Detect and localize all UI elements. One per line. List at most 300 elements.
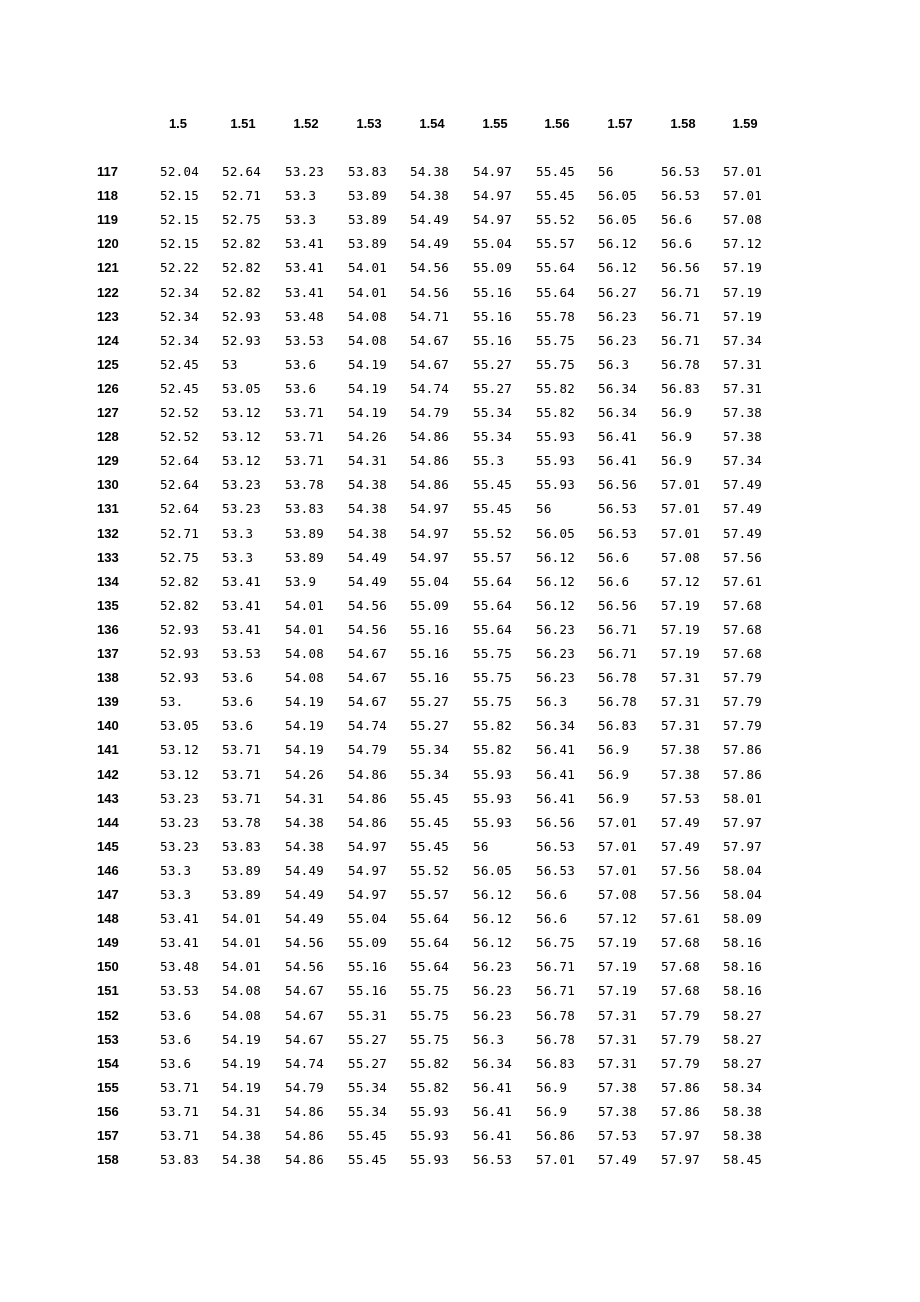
table-cell: 52.93 [160,622,200,637]
table-cell: 57.61 [723,574,763,589]
table-cell: 54.26 [285,767,325,782]
row-label: 155 [97,1080,119,1095]
table-cell: 54.56 [285,935,325,950]
table-row [0,281,920,305]
table-cell: 52.45 [160,357,200,372]
row-label: 135 [97,598,119,613]
table-cell: 53.3 [222,526,254,541]
table-cell: 53.23 [160,839,200,854]
row-label: 149 [97,935,119,950]
table-cell: 57.38 [598,1104,638,1119]
table-cell: 56.05 [536,526,576,541]
table-cell: 56.53 [661,164,701,179]
table-cell: 56.56 [598,598,638,613]
table-cell: 57.79 [661,1032,701,1047]
table-cell: 56.23 [473,959,513,974]
table-cell: 57.86 [723,742,763,757]
table-cell: 53.12 [222,453,262,468]
table-cell: 55.82 [410,1056,450,1071]
table-cell: 56.75 [536,935,576,950]
table-cell: 58.04 [723,863,763,878]
table-cell: 58.16 [723,959,763,974]
table-cell: 55.78 [536,309,576,324]
table-cell: 55.45 [536,188,576,203]
table-cell: 56.23 [536,670,576,685]
table-cell: 58.16 [723,983,763,998]
row-label: 118 [97,188,118,203]
table-cell: 52.71 [160,526,200,541]
table-cell: 54.19 [222,1080,262,1095]
table-cell: 55.27 [473,381,513,396]
table-cell: 56.83 [598,718,638,733]
table-cell: 57.01 [598,815,638,830]
table-cell: 58.38 [723,1104,763,1119]
table-cell: 53.41 [160,935,200,950]
table-row [0,256,920,280]
table-cell: 54.19 [348,405,388,420]
table-cell: 56.23 [473,983,513,998]
column-header: 1.51 [230,116,256,131]
table-cell: 54.08 [222,1008,262,1023]
row-label: 152 [97,1008,119,1023]
table-cell: 53.83 [348,164,388,179]
table-row [0,522,920,546]
table-cell: 57.68 [723,622,763,637]
table-cell: 52.64 [160,477,200,492]
table-cell: 53.89 [348,212,388,227]
table-cell: 54.38 [410,164,450,179]
table-cell: 57.19 [661,598,701,613]
table-cell: 53.71 [285,405,325,420]
table-row [0,1052,920,1076]
table-cell: 58.09 [723,911,763,926]
table-cell: 56.41 [473,1128,513,1143]
table-cell: 56.3 [536,694,568,709]
table-cell: 56.53 [598,501,638,516]
table-cell: 55.04 [348,911,388,926]
table-row [0,835,920,859]
table-row [0,1148,920,1172]
table-cell: 57.01 [598,839,638,854]
table-row [0,546,920,570]
table-cell: 54.38 [285,815,325,830]
table-cell: 56.78 [536,1032,576,1047]
table-cell: 54.97 [348,887,388,902]
table-cell: 54.38 [348,477,388,492]
table-cell: 54.01 [285,622,325,637]
table-cell: 53.6 [160,1056,192,1071]
table-cell: 52.34 [160,285,200,300]
table-cell: 54.86 [410,453,450,468]
row-label: 128 [97,429,119,444]
table-cell: 55.09 [410,598,450,613]
row-label: 133 [97,550,119,565]
table-cell: 55.75 [473,670,513,685]
table-cell: 55.64 [410,959,450,974]
table-cell: 56.6 [536,887,568,902]
table-cell: 57.79 [723,694,763,709]
table-cell: 53.6 [285,357,317,372]
table-cell: 55.09 [348,935,388,950]
table-cell: 56.71 [598,622,638,637]
table-cell: 57.38 [598,1080,638,1095]
table-cell: 56.41 [536,767,576,782]
table-cell: 58.16 [723,935,763,950]
table-cell: 54.31 [285,791,325,806]
table-cell: 53.3 [285,188,317,203]
table-cell: 55.34 [348,1104,388,1119]
table-cell: 56.83 [536,1056,576,1071]
table-cell: 53.12 [222,405,262,420]
table-cell: 55.64 [473,598,513,613]
table-cell: 54.01 [348,260,388,275]
table-cell: 57.79 [661,1056,701,1071]
table-cell: 54.67 [285,1032,325,1047]
table-cell: 55.93 [410,1104,450,1119]
table-cell: 53.6 [222,670,254,685]
table-cell: 52.64 [160,501,200,516]
table-cell: 58.27 [723,1032,763,1047]
table-cell: 58.45 [723,1152,763,1167]
table-row [0,642,920,666]
table-cell: 57.19 [661,622,701,637]
table-cell: 56.9 [598,791,630,806]
table-cell: 56.12 [473,935,513,950]
table-cell: 55.64 [536,285,576,300]
table-cell: 56.53 [598,526,638,541]
table-cell: 52.75 [160,550,200,565]
table-cell: 55.75 [410,1008,450,1023]
table-cell: 55.64 [473,574,513,589]
table-cell: 57.31 [723,357,763,372]
row-label: 138 [97,670,119,685]
row-label: 137 [97,646,119,661]
table-cell: 54.01 [222,935,262,950]
table-cell: 55.27 [473,357,513,372]
column-header: 1.59 [732,116,758,131]
table-row [0,425,920,449]
table-cell: 56.12 [598,236,638,251]
table-cell: 54.74 [348,718,388,733]
table-cell: 55.16 [410,646,450,661]
table-cell: 55.52 [536,212,576,227]
table-cell: 55.45 [536,164,576,179]
table-cell: 54.67 [285,1008,325,1023]
table-cell: 53.71 [222,767,262,782]
table-cell: 58.34 [723,1080,763,1095]
table-row [0,353,920,377]
table-cell: 55.64 [410,935,450,950]
table-cell: 56.41 [473,1104,513,1119]
table-cell: 56.71 [661,309,701,324]
table-cell: 54.74 [285,1056,325,1071]
table-cell: 57.79 [723,670,763,685]
table-cell: 53.6 [285,381,317,396]
table-cell: 54.86 [285,1128,325,1143]
table-cell: 56.05 [598,188,638,203]
table-cell: 52.71 [222,188,262,203]
table-cell: 55.93 [536,453,576,468]
table-cell: 52.04 [160,164,200,179]
table-cell: 54.49 [285,887,325,902]
table-cell: 54.67 [348,694,388,709]
table-cell: 55.82 [473,718,513,733]
table-cell: 53.71 [160,1080,200,1095]
column-header-row [0,112,920,136]
table-cell: 54.38 [410,188,450,203]
table-cell: 56.56 [661,260,701,275]
table-cell: 53.23 [285,164,325,179]
table-cell: 53.71 [160,1104,200,1119]
table-row [0,1028,920,1052]
table-row [0,377,920,401]
table-cell: 54.97 [473,212,513,227]
table-cell: 54.19 [285,694,325,709]
table-row [0,931,920,955]
row-label: 144 [97,815,119,830]
table-cell: 57.08 [661,550,701,565]
table-cell: 55.34 [473,429,513,444]
table-cell: 56.12 [536,550,576,565]
table-cell: 54.08 [285,646,325,661]
table-cell: 53.83 [285,501,325,516]
table-cell: 54.56 [285,959,325,974]
table-cell: 54.67 [410,357,450,372]
table-cell: 53.83 [222,839,262,854]
row-label: 127 [97,405,119,420]
table-cell: 54.86 [348,815,388,830]
table-cell: 54.49 [285,911,325,926]
row-label: 132 [97,526,119,541]
table-row [0,690,920,714]
table-cell: 57.01 [723,188,763,203]
table-cell: 56.34 [598,405,638,420]
table-row [0,401,920,425]
table-cell: 57.19 [661,646,701,661]
row-label: 146 [97,863,119,878]
table-cell: 55.27 [410,694,450,709]
table-cell: 57.01 [723,164,763,179]
row-label: 154 [97,1056,119,1071]
table-row [0,473,920,497]
table-cell: 55.09 [473,260,513,275]
table-cell: 53.71 [222,742,262,757]
table-cell: 57.08 [723,212,763,227]
table-cell: 57.31 [661,670,701,685]
table-cell: 56.12 [598,260,638,275]
table-row [0,811,920,835]
table-cell: 57.86 [661,1104,701,1119]
table-cell: 55.93 [473,791,513,806]
table-cell: 54.86 [410,429,450,444]
table-cell: 58.27 [723,1008,763,1023]
table-cell: 56.83 [661,381,701,396]
table-cell: 55.57 [536,236,576,251]
table-cell: 56.9 [598,742,630,757]
table-cell: 53.9 [285,574,317,589]
table-cell: 56.12 [536,598,576,613]
table-cell: 53.41 [222,574,262,589]
table-cell: 52.82 [222,285,262,300]
table-cell: 54.86 [348,791,388,806]
table-cell: 54.56 [410,285,450,300]
table-cell: 55.45 [473,477,513,492]
table-cell: 57.49 [661,839,701,854]
table-cell: 54.08 [222,983,262,998]
table-cell: 56.9 [536,1104,568,1119]
table-cell: 57.97 [661,1128,701,1143]
row-label: 126 [97,381,119,396]
table-cell: 55.75 [536,357,576,372]
table-cell: 54.67 [285,983,325,998]
table-cell: 53.23 [222,477,262,492]
table-cell: 53.3 [160,863,192,878]
table-cell: 52.82 [160,574,200,589]
table-cell: 54.08 [348,309,388,324]
table-cell: 54.19 [222,1032,262,1047]
table-cell: 54.97 [473,164,513,179]
table-cell: 56.41 [598,453,638,468]
table-cell: 55.93 [410,1152,450,1167]
table-cell: 54.01 [222,959,262,974]
table-cell: 53.41 [160,911,200,926]
table-cell: 57.19 [598,935,638,950]
table-cell: 57.49 [723,477,763,492]
table-cell: 58.27 [723,1056,763,1071]
row-label: 141 [97,742,119,757]
table-cell: 55.27 [348,1056,388,1071]
table-cell: 55.45 [410,791,450,806]
table-cell: 54.79 [410,405,450,420]
table-cell: 52.34 [160,309,200,324]
table-cell: 55.82 [473,742,513,757]
table-cell: 53.23 [222,501,262,516]
table-cell: 56.9 [661,453,693,468]
table-cell: 57.19 [723,260,763,275]
table-cell: 55.31 [348,1008,388,1023]
table-cell: 56.56 [536,815,576,830]
table-row [0,329,920,353]
row-label: 131 [97,501,119,516]
table-cell: 56.78 [661,357,701,372]
table-cell: 55.75 [473,646,513,661]
table-cell: 53.83 [160,1152,200,1167]
table-cell: 57.31 [598,1008,638,1023]
table-cell: 52.22 [160,260,200,275]
table-cell: 56.05 [473,863,513,878]
table-cell: 56.53 [536,863,576,878]
table-cell: 53.89 [222,863,262,878]
table-row [0,1004,920,1028]
table-cell: 55.75 [410,983,450,998]
table-cell: 55.93 [536,429,576,444]
table-cell: 56.34 [598,381,638,396]
table-cell: 56.34 [536,718,576,733]
row-label: 122 [97,285,119,300]
table-cell: 53.23 [160,815,200,830]
table-cell: 53.12 [222,429,262,444]
table-cell: 53.3 [222,550,254,565]
table-cell: 55.93 [536,477,576,492]
table-cell: 55.34 [348,1080,388,1095]
table-cell: 55.16 [348,959,388,974]
table-cell: 56.12 [473,911,513,926]
table-cell: 52.93 [160,646,200,661]
table-cell: 57.01 [536,1152,576,1167]
table-cell: 53.41 [222,598,262,613]
table-cell: 56.53 [473,1152,513,1167]
table-cell: 57.97 [723,839,763,854]
table-cell: 52.52 [160,429,200,444]
row-label: 140 [97,718,119,733]
table-cell: 55.93 [410,1128,450,1143]
table-cell: 57.01 [598,863,638,878]
table-cell: 54.38 [222,1152,262,1167]
table-cell: 55.34 [410,742,450,757]
table-cell: 54.08 [348,333,388,348]
table-row [0,570,920,594]
table-cell: 54.49 [348,574,388,589]
table-cell: 57.12 [661,574,701,589]
table-row [0,184,920,208]
table-cell: 57.31 [661,718,701,733]
table-cell: 56.53 [536,839,576,854]
table-cell: 57.34 [723,333,763,348]
table-cell: 56.34 [473,1056,513,1071]
table-cell: 56 [536,501,552,516]
table-row [0,449,920,473]
table-cell: 55.75 [473,694,513,709]
table-cell: 57.79 [661,1008,701,1023]
table-cell: 52.93 [222,333,262,348]
table-cell: 53.3 [285,212,317,227]
table-cell: 54.26 [348,429,388,444]
table-cell: 56.12 [473,887,513,902]
table-cell: 53.89 [222,887,262,902]
table-cell: 57.38 [723,405,763,420]
table-cell: 54.56 [348,622,388,637]
table-cell: 56.9 [536,1080,568,1095]
table-cell: 54.01 [348,285,388,300]
table-cell: 54.97 [410,526,450,541]
row-label: 156 [97,1104,119,1119]
table-cell: 53.41 [285,285,325,300]
table-cell: 57.56 [661,863,701,878]
table-cell: 54.19 [285,742,325,757]
table-cell: 52.82 [160,598,200,613]
table-cell: 54.31 [222,1104,262,1119]
table-cell: 53.89 [285,526,325,541]
table-cell: 57.38 [661,742,701,757]
table-row [0,160,920,184]
table-cell: 54.31 [348,453,388,468]
row-label: 117 [97,164,118,179]
column-header: 1.52 [293,116,319,131]
table-row [0,1124,920,1148]
table-cell: 52.82 [222,260,262,275]
table-cell: 56.6 [536,911,568,926]
table-cell: 56 [598,164,614,179]
table-cell: 56.71 [661,285,701,300]
table-row [0,594,920,618]
table-row [0,955,920,979]
table-cell: 56.27 [598,285,638,300]
table-cell: 55.82 [536,381,576,396]
table-cell: 56.41 [536,791,576,806]
row-label: 123 [97,309,119,324]
table-cell: 57.31 [598,1056,638,1071]
table-cell: 53.6 [160,1008,192,1023]
